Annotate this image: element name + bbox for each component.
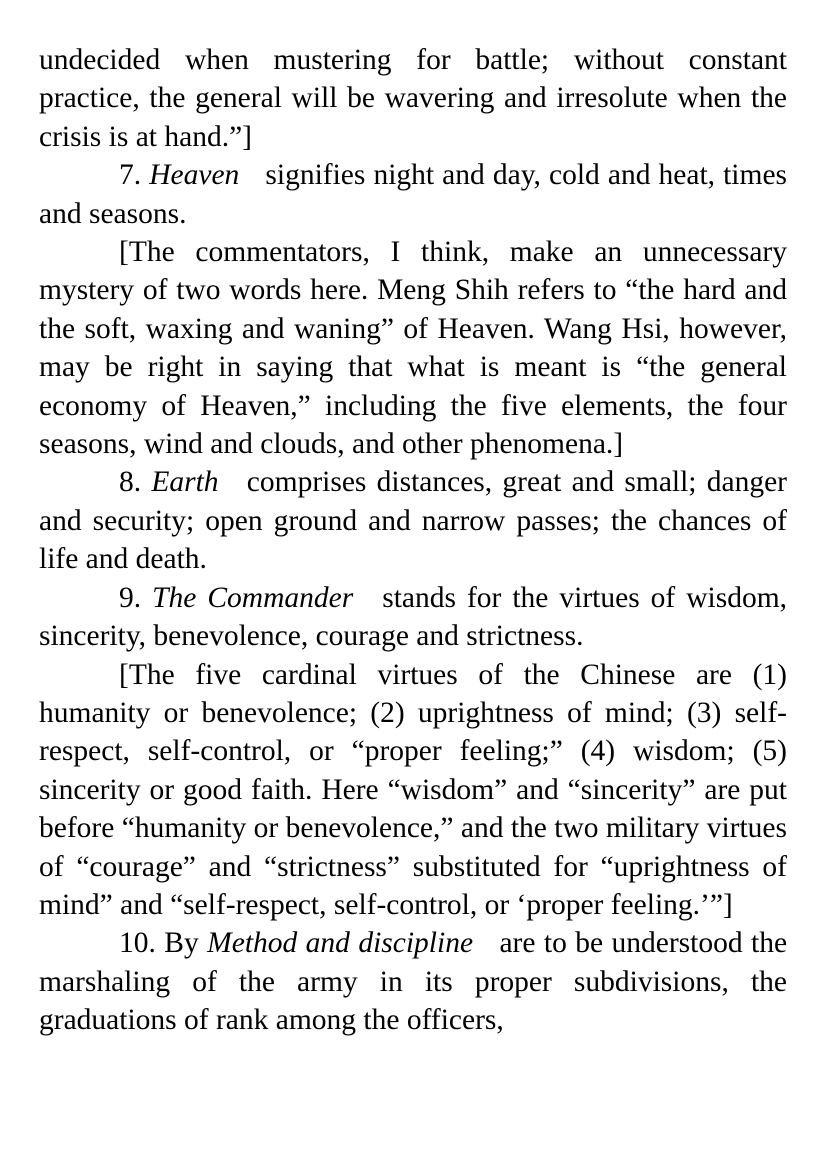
paragraph-commentary-virtues bbox=[39, 656, 787, 925]
paragraph-number: 10. bbox=[119, 927, 156, 960]
paragraph-text: stands for the virtues of wisdom, sincerity, benevolence, courage and strictness. bbox=[39, 581, 788, 653]
paragraph-commentary-heaven bbox=[39, 233, 787, 463]
italic-term-heaven: Heaven bbox=[149, 159, 240, 192]
term-prefix: By bbox=[164, 927, 199, 960]
paragraph-earth bbox=[39, 463, 787, 578]
paragraph-number: 7. bbox=[119, 159, 142, 192]
paragraph-method-discipline bbox=[39, 924, 787, 1039]
paragraph-number: 9. bbox=[119, 581, 142, 614]
italic-term-method-discipline: Method and discipline bbox=[207, 927, 474, 960]
paragraph-text: are to be understood the marshaling of the army in its proper subdivisions, the graduations of rank among the officers, bbox=[39, 927, 788, 1037]
paragraph-text: signifies night and day, cold and heat, times and seasons. bbox=[39, 159, 788, 230]
paragraph-text: [The five cardinal virtues of the Chinese are (1) humanity or benevolence; (2) uprightness of mind; (3) self-respect, self-control, or “proper feeling;” (4) wisdom; (5) sincerity or good faith. Here “wisdom” and “sincerity” are put before “humanity or benevolence,” and the two military virtues of “courage” and “strictness” substituted for “uprightness of mind” and “self-respect, self-control, or ‘proper feeling.’”] bbox=[39, 658, 787, 921]
paragraph-text: undecided when mustering for battle; without constant practice, the general will be wavering and irresolute when the crisis is at hand.”] bbox=[39, 44, 787, 153]
italic-term-earth: Earth bbox=[151, 466, 219, 499]
paragraph-text: [The commentators, I think, make an unnecessary mystery of two words here. Meng Shih refers to “the hard and the soft, waxing and waning” of Heaven. Wang Hsi, however, may be right in saying that what is meant is “the general economy of Heaven,” including the five elements, the four seasons, wind and clouds, and other phenomena.] bbox=[39, 236, 787, 461]
paragraph-text: comprises distances, great and small; danger and security; open ground and narrow passes; the chances of life and death. bbox=[39, 466, 787, 576]
italic-term-commander: The Commander bbox=[152, 581, 354, 614]
paragraph-commander bbox=[39, 579, 787, 656]
paragraph-number: 8. bbox=[119, 466, 142, 499]
document-page bbox=[39, 41, 787, 1040]
paragraph-heaven bbox=[39, 156, 787, 233]
paragraph-continuation bbox=[39, 41, 787, 156]
